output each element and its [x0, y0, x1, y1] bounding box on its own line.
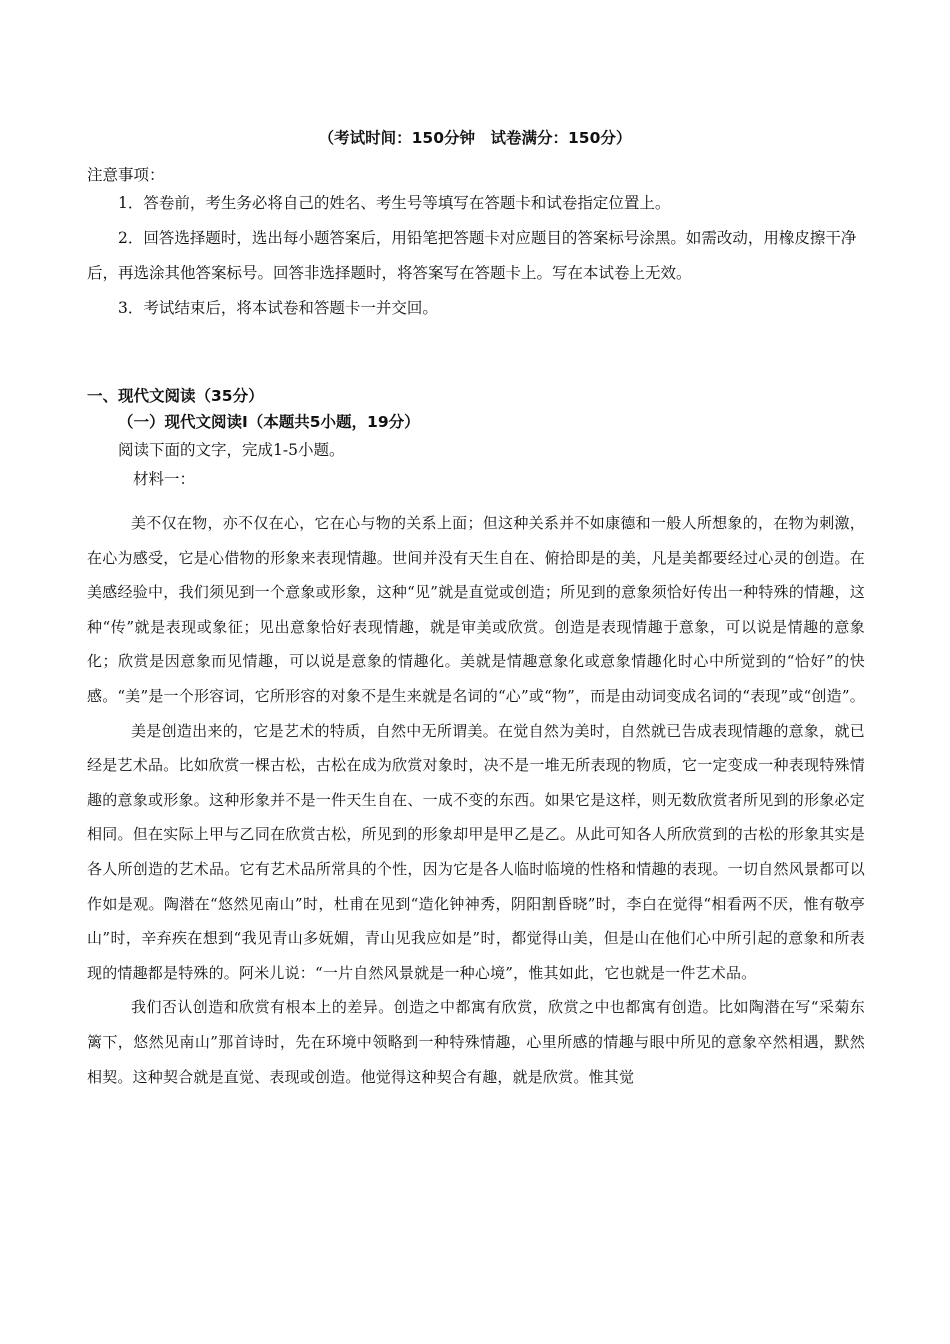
note-item-1: 1．答卷前，考生务必将自己的姓名、考生号等填写在答题卡和试卷指定位置上。 [118, 194, 671, 212]
notes-title: 注意事项： [87, 166, 165, 184]
reading-passage [87, 506, 865, 1094]
passage-paragraph-2: 美是创造出来的，它是艺术的特质，自然中无所谓美。在觉自然为美时，自然就已告成表现情趣的意象，就已经是艺术品。比如欣赏一棵古松，古松在成为欣赏对象时，决不是一堆无所表现的物质，它一定变成一种表现特殊情趣的意象或形象。这种形象并不是一件天生自在、一成不变的东西。如果它是这样，则无数欣赏者所见到的形象必定相同。但在实际上甲与乙同在欣赏古松，所见到的形象却甲是甲乙是乙。从此可知各人所欣赏到的古松的形象其实是各人所创造的艺术品。它有艺术品所常具的个性，因为它是各人临时临境的性格和情趣的表现。一切自然风景都可以作如是观。陶潜在“悠然见南山”时，杜甫在见到“造化钟神秀，阴阳割昏晓”时，李白在觉得“相看两不厌，惟有敬亭山”时，辛弃疾在想到“我见青山多妩媚，青山见我应如是”时，都觉得山美，但是山在他们心中所引起的意象和所表现的情趣都是特殊的。阿米儿说：“一片自然风景就是一种心境”，惟其如此，它也就是一件艺术品。 [87, 721, 865, 982]
note-item-3: 3．考试结束后，将本试卷和答题卡一并交回。 [118, 299, 438, 317]
material-label: 材料一： [133, 470, 196, 488]
exam-time-score: （考试时间：150分钟 试卷满分：150分） [318, 129, 632, 147]
passage-paragraph-1: 美不仅在物，亦不仅在心，它在心与物的关系上面；但这种关系并不如康德和一般人所想象的，在物为刺激，在心为感受，它是心借物的形象来表现情趣。世间并没有天生自在、俯拾即是的美，凡是美都要经过心灵的创造。在美感经验中，我们须见到一个意象或形象，这种“见”就是直觉或创造；所见到的意象须恰好传出一种特殊的情趣，这种“传”就是表现或象征；见出意象恰好表现情趣，就是审美或欣赏。创造是表现情趣于意象，可以说是情趣的意象化；欣赏是因意象而见情趣，可以说是意象的情趣化。美就是情趣意象化或意象情趣化时心中所觉到的“恰好”的快感。“美”是一个形容词，它所形容的对象不是生来就是名词的“心”或“物”，而是由动词变成名词的“表现”或“创造”。 [87, 514, 865, 705]
passage-paragraph-3: 我们否认创造和欣赏有根本上的差异。创造之中都寓有欣赏，欣赏之中也都寓有创造。比如陶潜在写“采菊东篱下，悠然见南山”那首诗时，先在环境中领略到一种特殊情趣，心里所感的情趣与眼中所见的意象卒然相遇，默然相契。这种契合就是直觉、表现或创造。他觉得这种契合有趣，就是欣赏。惟其觉 [87, 998, 865, 1086]
section-title: 一、现代文阅读（35分） [87, 387, 264, 405]
section-modern-reading [0, 384, 950, 494]
reading-instruction: 阅读下面的文字，完成1-5小题。 [118, 441, 345, 459]
exam-header [0, 126, 950, 326]
section-subtitle: （一）现代文阅读Ⅰ（本题共5小题，19分） [118, 413, 420, 431]
note-item-2: 2．回答选择题时，选出每小题答案后，用铅笔把答题卡对应题目的答案标号涂黑。如需改动，用橡皮擦干净后，再选涂其他答案标号。回答非选择题时，将答案写在答题卡上。写在本试卷上无效。 [87, 229, 857, 282]
